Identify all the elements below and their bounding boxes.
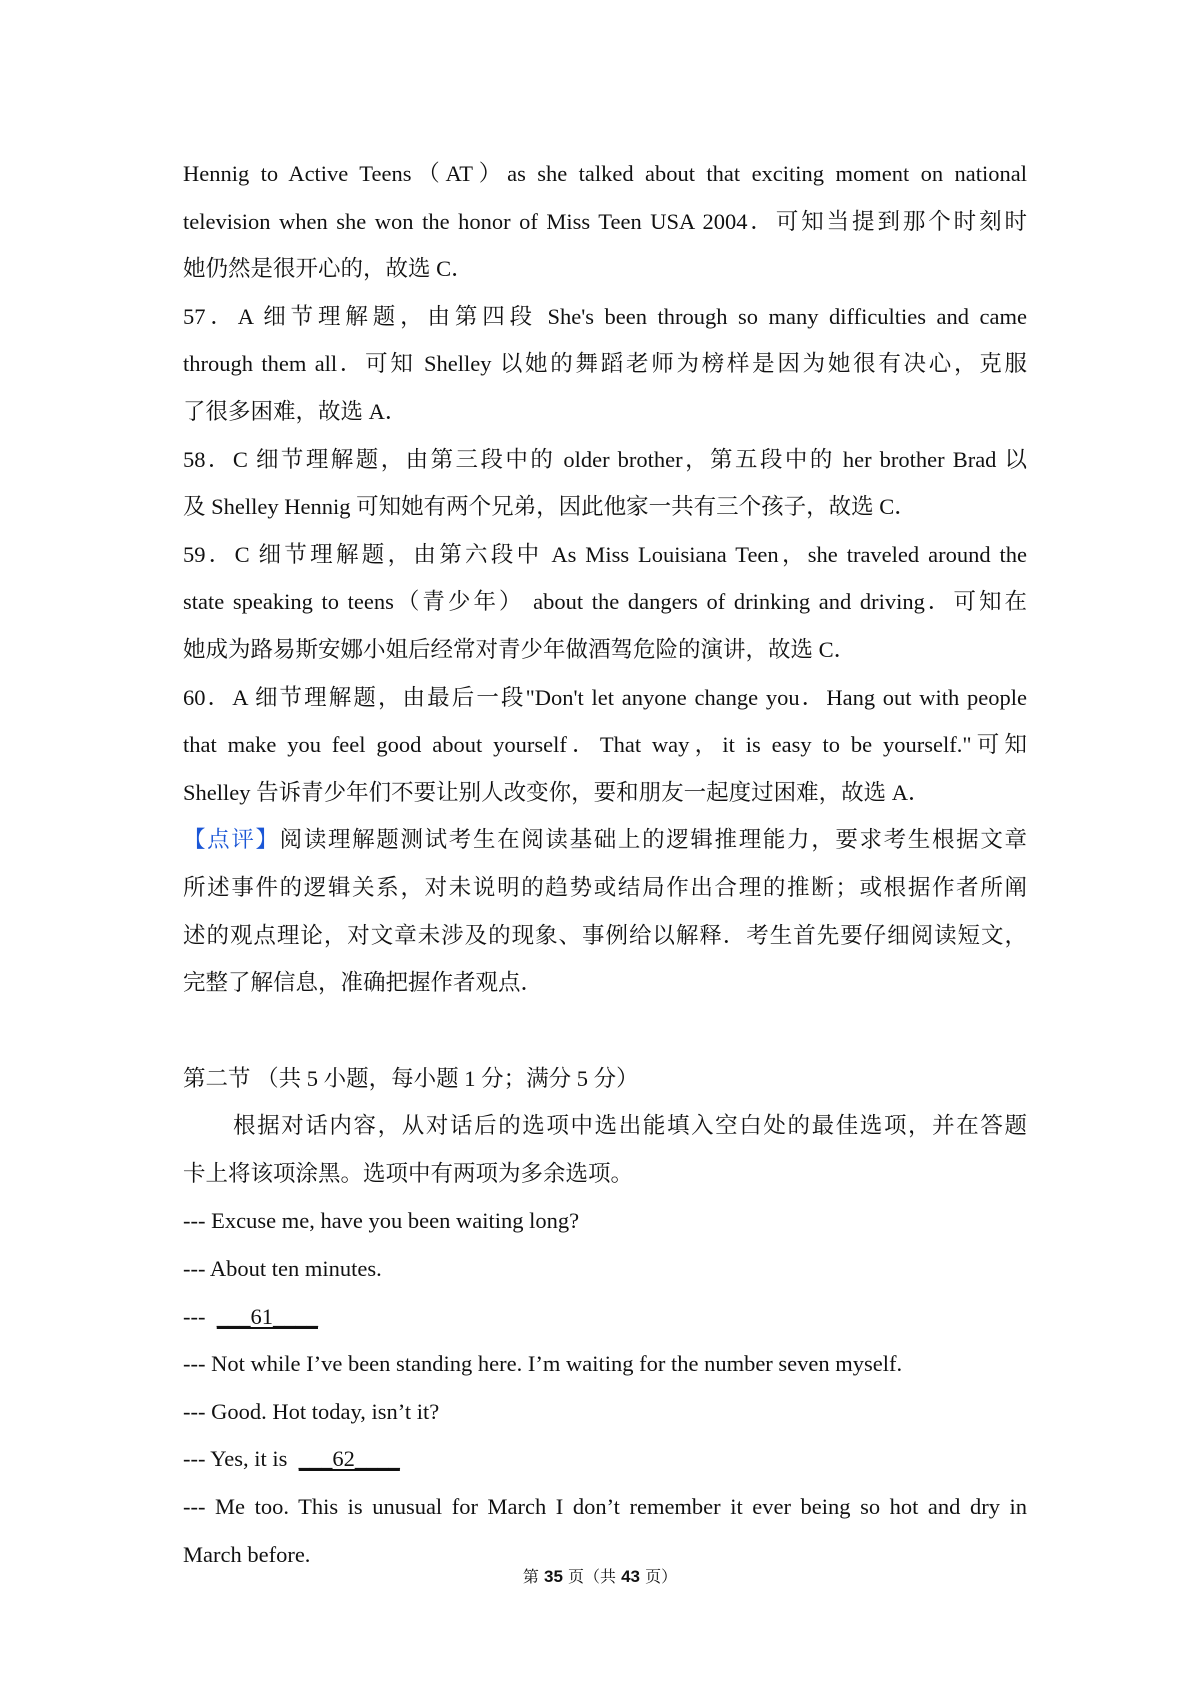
text-line: through them all．可知 Shelley 以她的舞蹈老师为榜样是因为她很有决心，克服 [183, 351, 1027, 377]
comment-line: 完整了解信息，准确把握作者观点． [183, 970, 544, 996]
text-line: 及 Shelley Hennig 可知她有两个兄弟，因此他家一共有三个孩子，故选 C． [183, 494, 917, 520]
blank-62: ___62____ [298, 1446, 400, 1472]
dialogue-line: --- Good. Hot today, isn’t it? [183, 1398, 440, 1424]
dialogue-line: --- Excuse me, have you been waiting long? [183, 1208, 580, 1234]
comment-tag: 【点评】 [183, 827, 280, 853]
dialogue-line: --- Not while I’ve been standing here. I’m waiting for the number seven myself. [183, 1351, 903, 1377]
page-number: 35 [543, 1567, 563, 1586]
dialogue-line: --- Me too. This is unusual for March I don’t remember it ever being so hot and dry in [183, 1494, 1027, 1520]
dialogue-line [183, 1293, 1027, 1341]
document-page [183, 150, 1027, 1578]
text-line: 了很多困难，故选 A． [183, 398, 408, 424]
text-line: 她成为路易斯安娜小姐后经常对青少年做酒驾危险的演讲，故选 C． [183, 636, 857, 662]
text-line: Shelley 告诉青少年们不要让别人改变你，要和朋友一起度过困难，故选 A． [183, 779, 931, 805]
text-line: Hennig to Active Teens（AT）as she talked about that exciting moment on national [183, 161, 1027, 186]
footer-text: 第 [522, 1567, 544, 1586]
section-gap [183, 1007, 1027, 1055]
comment-first-line [183, 816, 1027, 864]
answer-57-line: 57．A 细节理解题，由第四段 She's been through so many difficulties and came [183, 303, 1027, 329]
comment-line: 所述事件的逻辑关系，对未说明的趋势或结局作出合理的推断；或根据作者所阐 [183, 874, 1027, 900]
blank-61: ___61____ [216, 1303, 318, 1329]
total-pages: 43 [621, 1567, 641, 1586]
dialogue-line: --- About ten minutes. [183, 1256, 382, 1282]
instructions-line: 根据对话内容，从对话后的选项中选出能填入空白处的最佳选项，并在答题 [233, 1113, 1027, 1139]
answer-58-line: 58．C 细节理解题，由第三段中的 older brother，第五段中的 her brother Brad 以 [183, 446, 1027, 472]
footer-text: 页（共 [562, 1567, 622, 1586]
answer-59-line: 59．C 细节理解题，由第六段中 As Miss Louisiana Teen，she traveled around the [183, 541, 1027, 567]
text-line: 她仍然是很开心的，故选 C． [183, 256, 474, 282]
comment-line: 述的观点理论，对文章未涉及的现象、事例给以解释．考生首先要仔细阅读短文， [183, 922, 1027, 948]
dialogue-dash: --- [183, 1303, 217, 1329]
comment-text: 阅读理解题测试考生在阅读基础上的逻辑推理能力，要求考生根据文章 [279, 827, 1027, 853]
text-line: that make you feel good about yourself．That way，it is easy to be yourself."可知 [183, 732, 1027, 758]
answer-60-line: 60．A 细节理解题，由最后一段"Don't let anyone change you．Hang out with people [183, 684, 1027, 710]
text-line: television when she won the honor of Miss Teen USA 2004．可知当提到那个时刻时 [183, 208, 1027, 234]
page-footer [0, 1564, 1200, 1587]
dialogue-line: March before. [183, 1541, 311, 1567]
dialogue-line [183, 1435, 1027, 1483]
dialogue-prefix: --- Yes, it is [183, 1446, 299, 1472]
section-title: 第二节 （共 5 小题，每小题 1 分；满分 5 分） [183, 1065, 639, 1091]
footer-text: 页） [640, 1567, 678, 1586]
text-line: state speaking to teens（青少年） about the dangers of drinking and driving．可知在 [183, 589, 1027, 615]
instructions-line: 卡上将该项涂黑。选项中有两项为多余选项。 [183, 1160, 634, 1186]
